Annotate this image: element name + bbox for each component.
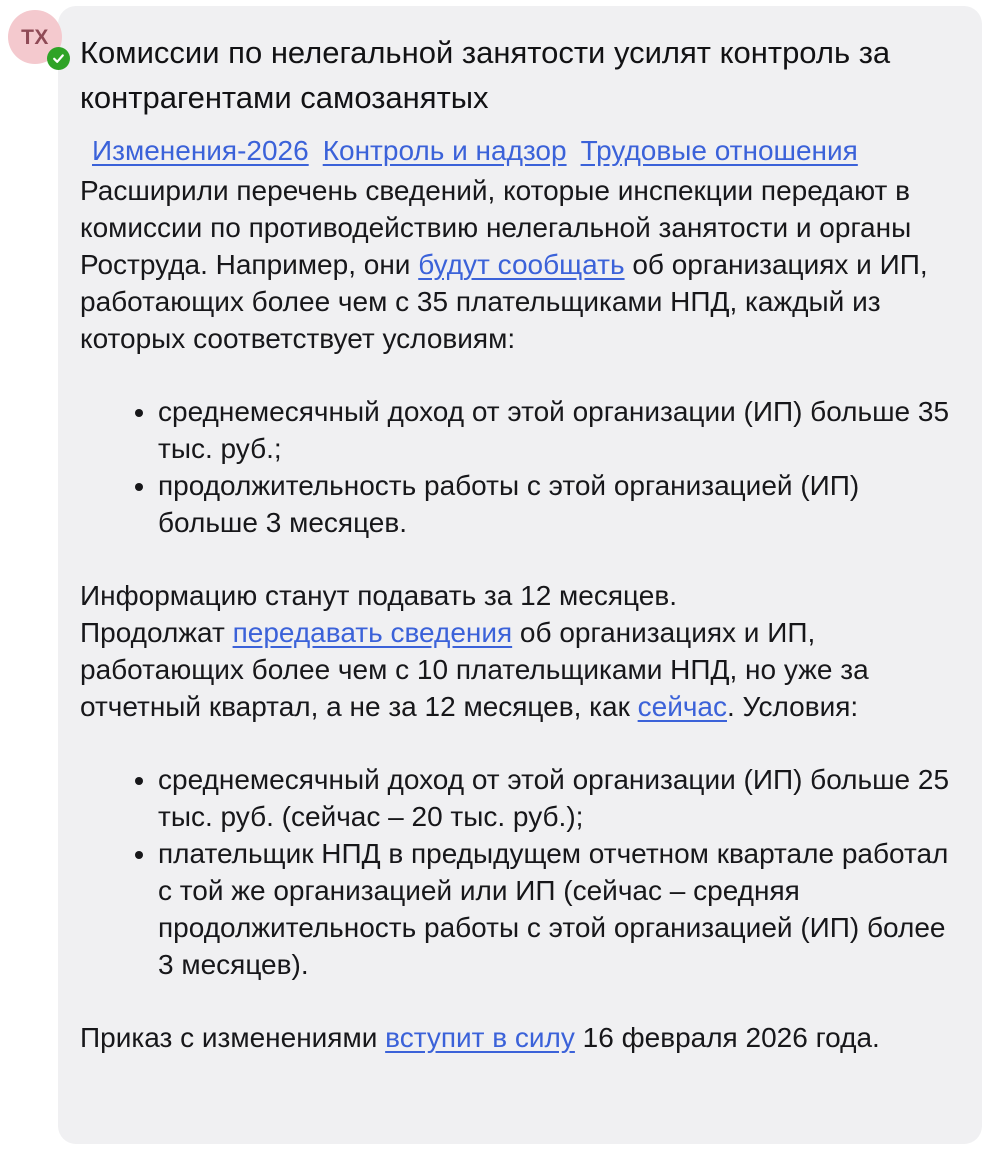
text-segment: . Условия: [727,691,859,722]
text-segment: среднемесячный доход от этой организации (ИП) больше 35 тыс. руб.; [158,396,950,464]
tag-links [80,132,956,169]
text-segment: продолжительность работы с этой организацией (ИП) больше 3 месяцев. [158,470,860,538]
verified-checkmark-icon [47,47,70,70]
avatar-initials: ТХ [21,25,49,49]
text-segment: Продолжат [80,617,233,648]
text-segment: 16 февраля 2026 года. [574,1022,880,1053]
tag-link[interactable]: Изменения-2026 [92,135,309,166]
text-segment: об организациях и ИП, работающих более чем с 35 плательщиками НПД, каждый из которых соответствует условиям: [80,249,928,354]
paragraph [80,577,956,725]
message-title: Комиссии по нелегальной занятости усилят контроль за контрагентами самозанятых [80,35,891,115]
bullet-item [158,761,956,835]
bullet-item [158,393,956,467]
tag-link[interactable]: Трудовые отношения [580,135,858,166]
avatar[interactable] [8,10,62,64]
inline-link[interactable]: сейчас [637,691,727,722]
bullet-list [80,761,956,983]
text-segment: Расширили перечень сведений, которые инспекции передают в комиссии по противодействию нелегальной занятости и органы Роструда. Например, они [80,175,912,280]
paragraph [80,1019,956,1056]
bullet-item [158,467,956,541]
text-segment: Информацию станут подавать за 12 месяцев. [80,580,677,611]
text-segment: Приказ с изменениями [80,1022,386,1053]
text-segment: об организациях и ИП, работающих более чем с 10 плательщиками НПД, но уже за отчетный квартал, а не за 12 месяцев, как [80,617,869,722]
message-body [80,172,956,1056]
tag-link[interactable]: Контроль и надзор [322,135,567,166]
inline-link[interactable]: будут сообщать [418,249,625,280]
text-segment: среднемесячный доход от этой организации (ИП) больше 25 тыс. руб. (сейчас – 20 тыс. руб.); [158,764,950,832]
message-bubble [58,6,982,1144]
text-segment: плательщик НПД в предыдущем отчетном квартале работал с той же организацией или ИП (сейчас – средняя продолжительность работы с этой организацией (ИП) более 3 месяцев). [158,838,949,980]
bullet-list [80,393,956,541]
paragraph [80,172,956,357]
inline-link[interactable]: передавать сведения [232,617,513,648]
bullet-item [158,835,956,983]
inline-link[interactable]: вступит в силу [385,1022,575,1053]
